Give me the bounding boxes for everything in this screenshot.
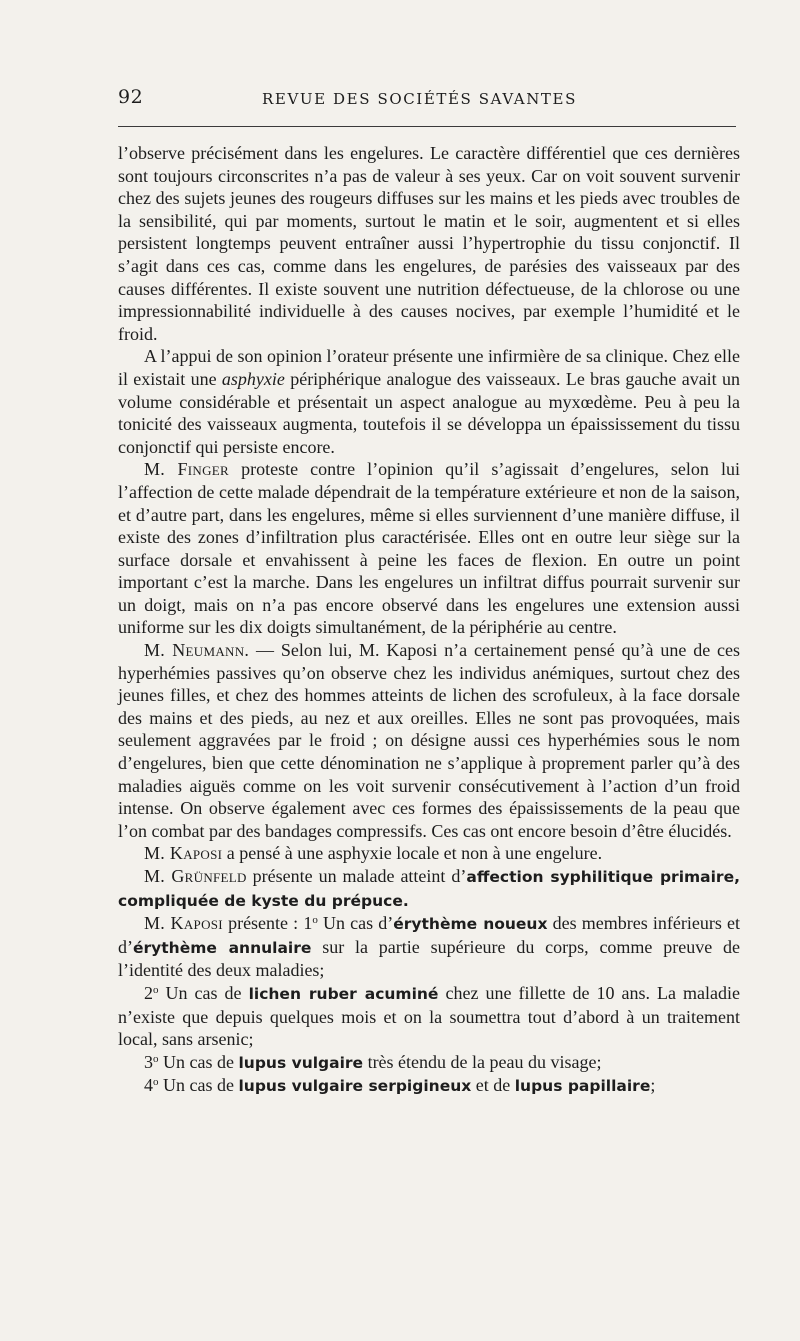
item-number: 2 xyxy=(144,982,153,1003)
running-title: REVUE DES SOCIÉTÉS SAVANTES xyxy=(262,90,577,108)
ordinal-mark: o xyxy=(312,914,318,927)
paragraph-text: Un cas de xyxy=(158,982,249,1003)
bold-term: érythème annulaire xyxy=(133,938,312,957)
paragraph-text: Un cas de xyxy=(158,1051,239,1072)
paragraph-text: et de xyxy=(471,1075,515,1096)
emphasis: asphyxie xyxy=(221,368,285,389)
paragraph-text: chez une fillette de 10 ans. La maladie n’existe que depuis quelques mois et on la soumettra tout d’abord à un traitement local, sans arsenic; xyxy=(118,982,740,1050)
speaker-name: M. Kaposi xyxy=(144,843,223,864)
header-rule xyxy=(118,126,736,127)
bold-term: lupus vulgaire xyxy=(238,1053,364,1072)
bold-term: érythème noueux xyxy=(393,915,548,934)
paragraph-6 xyxy=(118,865,740,912)
paragraph-text: ; xyxy=(650,1075,656,1096)
paragraph-text: — Selon lui, M. Kaposi n’a certainement pensé qu’à une de ces hyperhémies passives qu’on observe chez les individus anémiques, surtout chez des jeunes filles, et chez des hommes atteints de lichen des scrofuleux, à la face dorsale des mains et des pieds, au nez et aux oreilles. Elles ne sont pas provoquées, mais seulement aggravées par le froid ; on désigne aussi ces hyperhémies sous le nom d’engelures, bien que cette dénomination ne s’applique à proprement parler qu’à des maladies aiguës comme on les voit survenir consécutivement à l’action d’un froid intense. On observe également avec ces formes des épaississements de la peau que l’on combat par des bandages compressifs. Ces cas ont encore besoin d’être élucidés. xyxy=(118,640,740,841)
item-number: 4 xyxy=(144,1075,153,1096)
paragraph-text: a pensé à une asphyxie locale et non à une engelure. xyxy=(222,843,603,864)
bold-term: lichen ruber acuminé xyxy=(248,984,439,1003)
paragraph-10 xyxy=(118,1074,740,1098)
speaker-name: M. Finger xyxy=(144,459,230,480)
paragraph-text: présente : 1 xyxy=(222,913,313,934)
paragraph-text: sur la partie supérieure du corps, comme preuve de l’identité des deux maladies; xyxy=(118,936,740,981)
paragraph-9 xyxy=(118,1051,740,1075)
paragraph-7 xyxy=(118,912,740,982)
paragraph-3 xyxy=(118,458,740,639)
paragraph-text: Un cas d’ xyxy=(317,913,394,934)
page-number: 92 xyxy=(118,86,144,108)
paragraph-text: l’observe précisément dans les engelures. Le caractère différentiel que ces dernières sont toujours circonscrites n’a pas de valeur à ses yeux. Car on voit souvent survenir chez des sujets jeunes des rougeurs diffuses sur les mains et les pieds avec troubles de la sensibilité, qui par moments, surtout le matin et le soir, augmentent et si elles persistent longtemps peuvent entraîner aussi l’hypertrophie du tissu conjonctif. Il s’agit dans ces cas, comme dans les engelures, de parésies des vaisseaux par des causes différentes. Il existe souvent une nutrition défectueuse, de la chlorose ou une impressionnabilité individuelle à des causes nocives, par exemple l’humidité et le froid. xyxy=(118,143,740,344)
ordinal-mark: o xyxy=(153,1076,159,1089)
speaker-name: M. Neumann. xyxy=(144,640,250,661)
speaker-name: M. Kaposi xyxy=(144,913,223,934)
bold-term: lupus vulgaire serpigineux xyxy=(238,1077,472,1096)
paragraph-text: des membres inférieurs et d’ xyxy=(118,913,740,957)
paragraph-text: proteste contre l’opinion qu’il s’agissait d’engelures, selon lui l’affection de cette malade dépendrait de la température extérieure et non de la saison, et d’autre part, dans les engelures, même si elles surviennent d’une manière diffuse, il existe des zones d’infiltration plus caractérisée. Elles ont en outre leur siège sur la surface dorsale et envahissent à peine les faces de flexion. En outre un point important c’est la marche. Dans les engelures un infiltrat diffus pourrait survenir sur un doigt, mais on n’a pas encore observé dans les engelures une extension aussi uniforme sur les dix doigts simultanément, de la périphérie au centre. xyxy=(118,459,740,638)
bold-term: lupus papillaire xyxy=(514,1077,651,1096)
paragraph-text: périphérique analogue des vaisseaux. Le bras gauche avait un volume considérable et présentait un aspect analogue au myxœdème. Peu à peu la tonicité des vaisseaux augmenta, toutefois il se développa un épaississement du tissu conjonctif qui persiste encore. xyxy=(118,368,740,457)
paragraph-text: très étendu de la peau du visage; xyxy=(363,1051,602,1072)
paragraph-5 xyxy=(118,842,740,865)
paragraph-text: A l’appui de son opinion l’orateur présente une infirmière de sa clinique. Chez elle il existait une xyxy=(118,346,740,389)
speaker-name: M. Grünfeld xyxy=(144,866,247,886)
paragraph-8 xyxy=(118,982,740,1051)
paragraph-text: présente un malade atteint d’ xyxy=(246,866,467,886)
paragraph-2 xyxy=(118,345,740,458)
ordinal-mark: o xyxy=(153,983,159,996)
paragraph-4 xyxy=(118,639,740,842)
item-number: 3 xyxy=(144,1051,153,1072)
paragraph-1 xyxy=(118,142,740,345)
ordinal-mark: o xyxy=(153,1052,159,1065)
paragraph-text: Un cas de xyxy=(158,1075,239,1096)
body-text xyxy=(118,142,740,1098)
bold-term: affection syphilitique primaire, compliquée de kyste du prépuce. xyxy=(118,868,740,910)
